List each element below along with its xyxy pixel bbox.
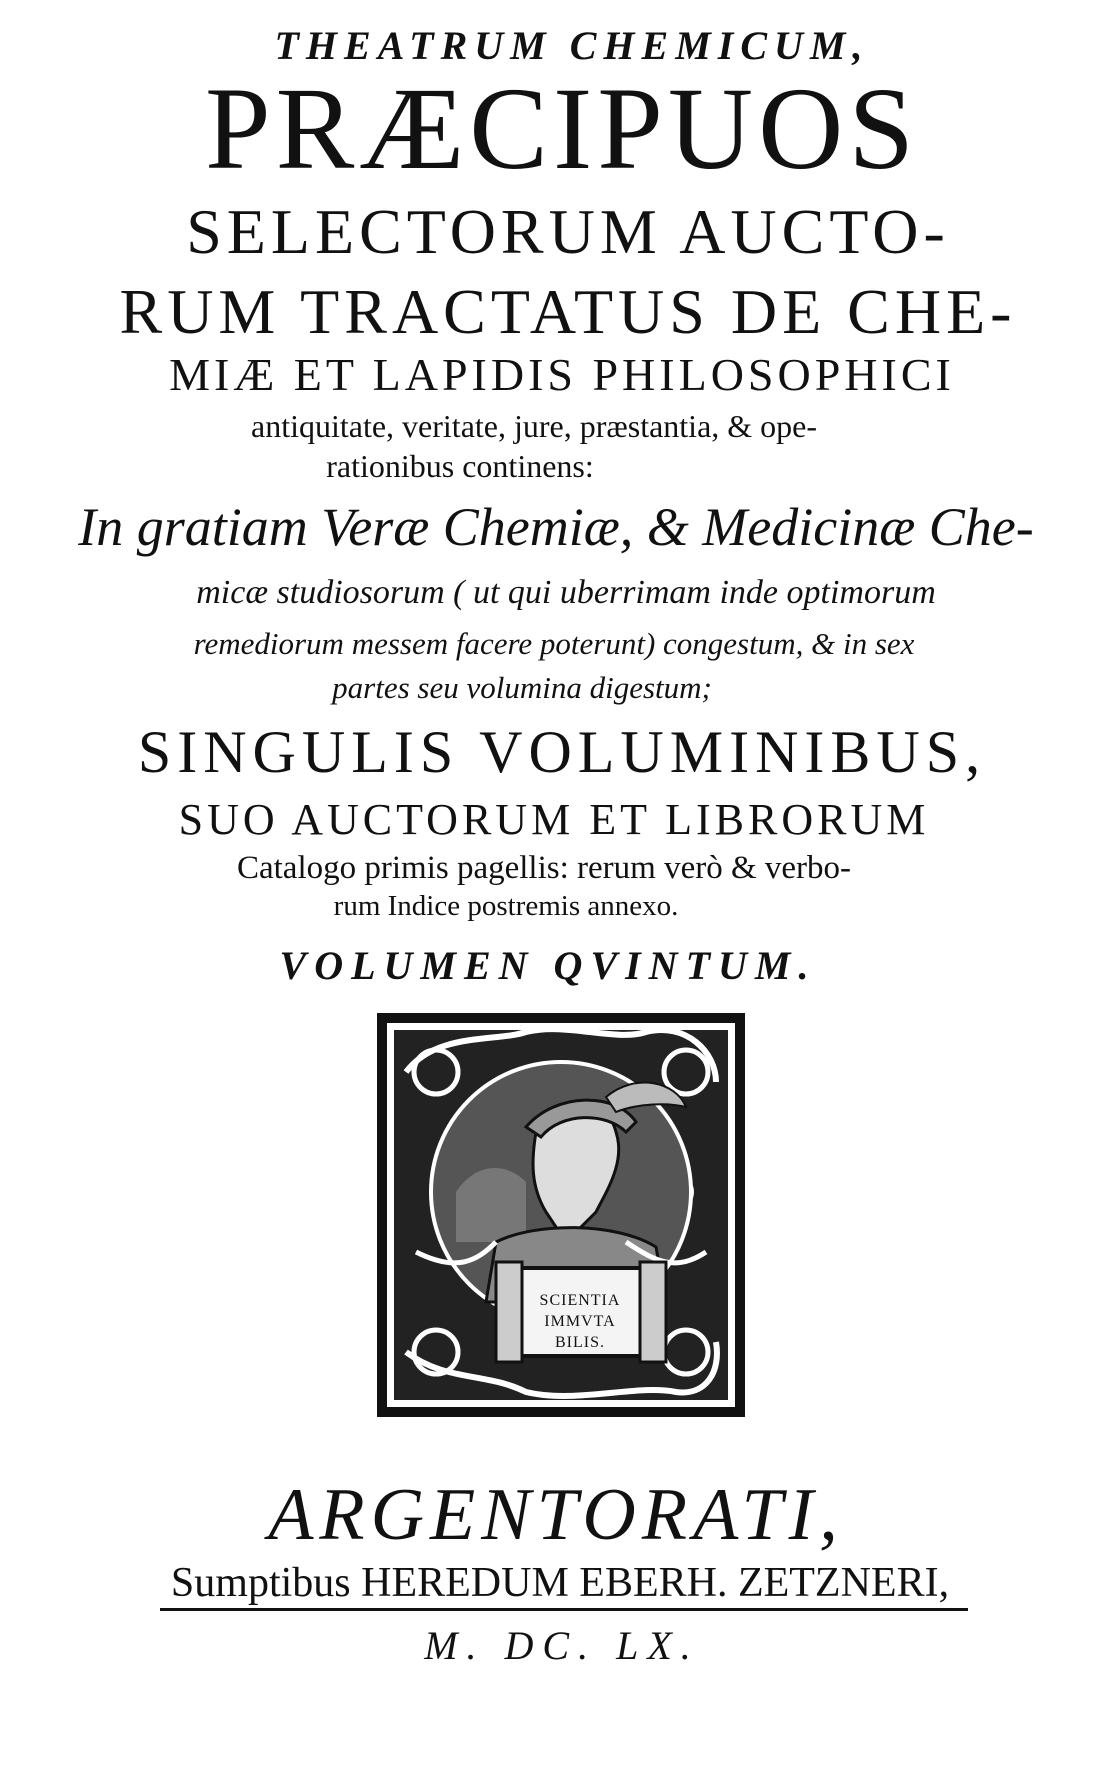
imprint-publisher: Sumptibus HEREDUM EBERH. ZETZNERI,: [170, 1560, 950, 1606]
dedication-line-4: partes seu volumina digestum;: [332, 670, 712, 705]
singulis-line-1: SINGULIS VOLUMINIBUS,: [137, 719, 987, 785]
running-header: THEATRUM CHEMICUM,: [274, 23, 870, 68]
imprint-year: M. DC. LX.: [424, 1623, 700, 1668]
body-line-1: antiquitate, veritate, jure, præstantia, & ope-: [250, 408, 818, 444]
volume-number: VOLUMEN QVINTUM.: [279, 943, 817, 988]
catalogo-line-1: Catalogo primis pagellis: rerum verò & verbo-: [236, 850, 851, 886]
imprint-divider: [160, 1608, 968, 1611]
main-title: PRÆCIPUOS: [205, 63, 919, 194]
subtitle-line-3: MIÆ ET LAPIDIS PHILOSOPHICI: [169, 349, 955, 400]
singulis-line-2: SUO AUCTORUM ET LIBRORUM: [178, 795, 930, 844]
dedication-line-1: In gratiam Veræ Chemiæ, & Medicinæ Che-: [78, 497, 1034, 557]
dedication-line-2: micæ studiosorum ( ut qui uberrimam inde optimorum: [196, 574, 936, 611]
body-line-2: rationibus continens:: [326, 448, 594, 484]
catalogo-line-2: rum Indice postremis annexo.: [333, 890, 679, 922]
subtitle-line-1: SELECTORUM AUCTO-: [186, 196, 950, 267]
subtitle-line-2: RUM TRACTATUS DE CHE-: [119, 276, 1017, 347]
dedication-line-3: remediorum messem facere poterunt) congestum, & in sex: [193, 626, 915, 661]
imprint-place: ARGENTORATI,: [268, 1474, 844, 1556]
printers-mark-motto: SCIENTIA IMMVTA BILIS.: [539, 1292, 621, 1351]
